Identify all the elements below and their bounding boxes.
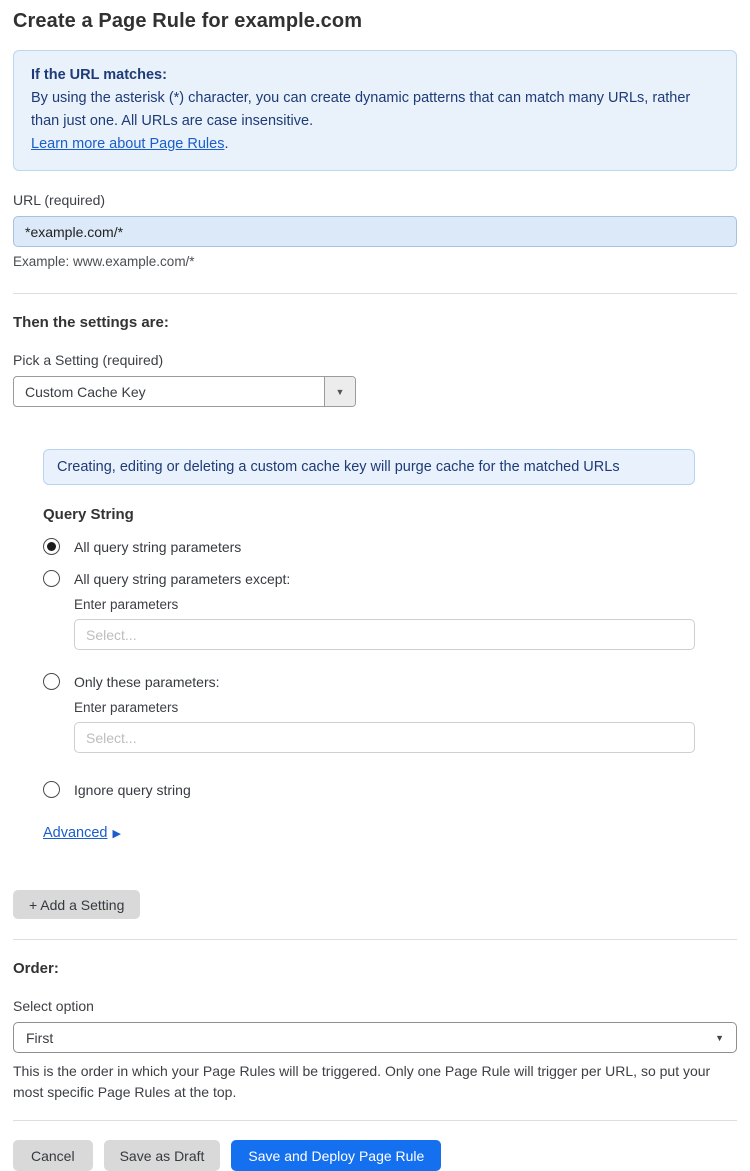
setting-select[interactable]	[13, 376, 356, 407]
order-section-heading: Order:	[13, 960, 59, 977]
save-deploy-button[interactable]: Save and Deploy Page Rule	[231, 1140, 441, 1171]
advanced-link-text: Advanced	[43, 825, 108, 841]
url-match-info-box	[13, 50, 737, 171]
page-title: Create a Page Rule for example.com	[13, 10, 363, 32]
url-field-label: URL (required)	[13, 192, 106, 208]
order-select[interactable]	[13, 1022, 737, 1053]
radio-button-icon[interactable]	[43, 673, 60, 690]
url-input[interactable]	[13, 216, 737, 247]
enter-parameters-label: Enter parameters	[74, 700, 179, 715]
caret-right-icon: ▶	[112, 827, 121, 840]
chevron-down-icon: ▼	[715, 1032, 724, 1043]
setting-detail-panel	[43, 449, 737, 842]
divider	[13, 1120, 737, 1121]
order-select-label: Select option	[13, 998, 94, 1014]
radio-button-icon[interactable]	[43, 781, 60, 798]
radio-ignore-query-string[interactable]	[43, 781, 737, 798]
info-link-suffix: .	[224, 136, 229, 152]
radio-label: All query string parameters	[74, 538, 242, 555]
setting-select-arrow-box[interactable]	[324, 377, 355, 406]
radio-label: Only these parameters:	[74, 673, 220, 690]
only-params-subfield	[74, 700, 737, 753]
enter-parameters-label: Enter parameters	[74, 597, 179, 612]
url-example-helper: Example: www.example.com/*	[13, 254, 195, 269]
settings-section-heading: Then the settings are:	[13, 314, 169, 331]
pick-setting-label: Pick a Setting (required)	[13, 352, 164, 368]
cache-key-notice-text: Creating, editing or deleting a custom cache key will purge cache for the matched URLs	[57, 459, 620, 475]
radio-label: Ignore query string	[74, 781, 191, 798]
add-setting-button[interactable]: + Add a Setting	[13, 890, 140, 919]
order-select-value: First	[26, 1029, 54, 1046]
footer-actions	[13, 1140, 737, 1171]
save-draft-button[interactable]: Save as Draft	[104, 1140, 221, 1171]
add-setting-row	[13, 842, 737, 919]
url-input-value: *example.com/*	[25, 223, 124, 240]
info-box-link-row	[31, 133, 719, 156]
divider	[13, 939, 737, 940]
cancel-button[interactable]: Cancel	[13, 1140, 93, 1171]
radio-button-icon[interactable]	[43, 538, 60, 555]
setting-select-value: Custom Cache Key	[25, 383, 146, 400]
chevron-down-icon: ▼	[335, 386, 345, 397]
radio-label: All query string parameters except:	[74, 570, 291, 587]
order-helper-text: This is the order in which your Page Rules will be triggered. Only one Page Rule will trigger per URL, so put your most specific Page Rules at the top.	[13, 1063, 711, 1100]
advanced-link[interactable]	[43, 825, 121, 841]
only-parameters-input[interactable]	[74, 722, 695, 753]
radio-button-icon[interactable]	[43, 570, 60, 587]
info-box-heading: If the URL matches:	[31, 67, 167, 83]
cache-key-notice	[43, 449, 695, 485]
radio-only-these-params[interactable]	[43, 673, 737, 690]
query-string-heading: Query String	[43, 506, 134, 523]
radio-all-query-params[interactable]	[43, 538, 737, 555]
info-box-body: By using the asterisk (*) character, you can create dynamic patterns that can match many URLs, rather than just one. All URLs are case insensitive.	[31, 90, 691, 129]
learn-more-link[interactable]: Learn more about Page Rules	[31, 136, 225, 152]
except-params-subfield	[74, 597, 737, 650]
except-parameters-input[interactable]	[74, 619, 695, 650]
divider	[13, 293, 737, 294]
radio-all-params-except[interactable]	[43, 570, 737, 587]
